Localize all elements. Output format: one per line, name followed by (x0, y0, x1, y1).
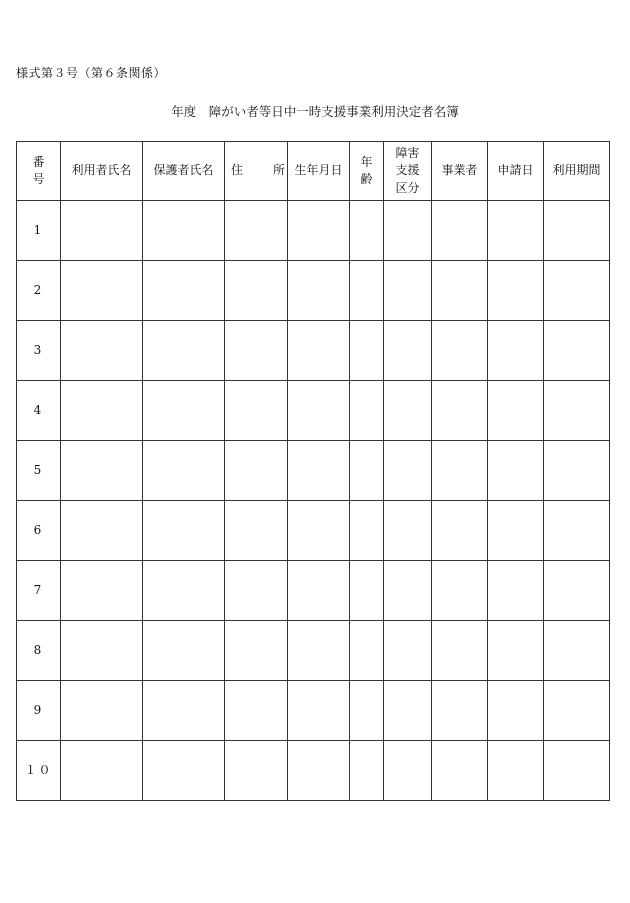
cell-support-level[interactable] (384, 501, 432, 561)
cell-address[interactable] (225, 741, 288, 801)
cell-user-name[interactable] (61, 381, 143, 441)
header-row (17, 142, 610, 201)
header-guardian-name: 保護者氏名 (143, 142, 225, 201)
cell-application-date[interactable] (488, 381, 544, 441)
cell-age[interactable] (350, 681, 384, 741)
cell-user-name[interactable] (61, 681, 143, 741)
cell-address[interactable] (225, 381, 288, 441)
cell-provider[interactable] (432, 441, 488, 501)
cell-guardian-name[interactable] (143, 201, 225, 261)
cell-provider[interactable] (432, 261, 488, 321)
cell-address[interactable] (225, 201, 288, 261)
cell-age[interactable] (350, 561, 384, 621)
cell-usage-period[interactable] (544, 441, 610, 501)
cell-user-name[interactable] (61, 261, 143, 321)
cell-age[interactable] (350, 741, 384, 801)
cell-address[interactable] (225, 441, 288, 501)
cell-age[interactable] (350, 621, 384, 681)
cell-user-name[interactable] (61, 321, 143, 381)
cell-birth-date[interactable] (288, 321, 350, 381)
table-row (17, 381, 610, 441)
cell-guardian-name[interactable] (143, 741, 225, 801)
cell-usage-period[interactable] (544, 261, 610, 321)
cell-user-name[interactable] (61, 441, 143, 501)
cell-age[interactable] (350, 321, 384, 381)
row-number: 5 (17, 441, 61, 501)
header-age-line2: 齢 (360, 172, 373, 186)
cell-usage-period[interactable] (544, 681, 610, 741)
cell-application-date[interactable] (488, 621, 544, 681)
cell-birth-date[interactable] (288, 441, 350, 501)
cell-birth-date[interactable] (288, 261, 350, 321)
cell-birth-date[interactable] (288, 681, 350, 741)
cell-usage-period[interactable] (544, 501, 610, 561)
cell-birth-date[interactable] (288, 621, 350, 681)
header-address-char2: 所 (272, 163, 285, 178)
cell-guardian-name[interactable] (143, 381, 225, 441)
cell-birth-date[interactable] (288, 201, 350, 261)
header-age-line1: 年 (360, 154, 373, 169)
cell-provider[interactable] (432, 681, 488, 741)
cell-usage-period[interactable] (544, 321, 610, 381)
header-support-level-line1: 障害 (395, 145, 420, 160)
table-row (17, 201, 610, 261)
cell-age[interactable] (350, 201, 384, 261)
cell-support-level[interactable] (384, 381, 432, 441)
row-number: 9 (17, 681, 61, 741)
cell-usage-period[interactable] (544, 621, 610, 681)
table-row (17, 441, 610, 501)
row-number: １０ (17, 741, 61, 801)
header-usage-period: 利用期間 (544, 142, 610, 201)
cell-birth-date[interactable] (288, 741, 350, 801)
header-address (225, 142, 288, 201)
cell-provider[interactable] (432, 381, 488, 441)
cell-support-level[interactable] (384, 321, 432, 381)
cell-age[interactable] (350, 441, 384, 501)
cell-age[interactable] (350, 501, 384, 561)
cell-support-level[interactable] (384, 261, 432, 321)
table-row (17, 741, 610, 801)
cell-address[interactable] (225, 261, 288, 321)
cell-support-level[interactable] (384, 561, 432, 621)
cell-address[interactable] (225, 501, 288, 561)
cell-guardian-name[interactable] (143, 561, 225, 621)
table-row (17, 681, 610, 741)
cell-user-name[interactable] (61, 201, 143, 261)
header-number-line1: 番 (32, 154, 45, 169)
row-number: 7 (17, 561, 61, 621)
header-address-char1: 住 (231, 163, 244, 178)
cell-guardian-name[interactable] (143, 501, 225, 561)
header-age (350, 142, 384, 201)
form-number: 様式第３号（第６条関係） (16, 66, 167, 80)
header-provider: 事業者 (432, 142, 488, 201)
header-birth-date: 生年月日 (288, 142, 350, 201)
table-row (17, 261, 610, 321)
cell-address[interactable] (225, 681, 288, 741)
header-support-level (384, 142, 432, 201)
cell-guardian-name[interactable] (143, 681, 225, 741)
cell-application-date[interactable] (488, 561, 544, 621)
document-title: 年度 障がい者等日中一時支援事業利用決定者名簿 (171, 104, 459, 119)
table-row (17, 561, 610, 621)
cell-application-date[interactable] (488, 441, 544, 501)
cell-support-level[interactable] (384, 621, 432, 681)
cell-age[interactable] (350, 261, 384, 321)
header-number (17, 142, 61, 201)
cell-user-name[interactable] (61, 561, 143, 621)
header-support-level-line3: 区分 (395, 180, 420, 195)
cell-birth-date[interactable] (288, 561, 350, 621)
row-number: 2 (17, 261, 61, 321)
cell-address[interactable] (225, 621, 288, 681)
row-number: 3 (17, 321, 61, 381)
cell-provider[interactable] (432, 621, 488, 681)
cell-birth-date[interactable] (288, 501, 350, 561)
cell-address[interactable] (225, 561, 288, 621)
cell-application-date[interactable] (488, 741, 544, 801)
cell-guardian-name[interactable] (143, 321, 225, 381)
cell-application-date[interactable] (488, 501, 544, 561)
cell-provider[interactable] (432, 741, 488, 801)
header-support-level-line2: 支援 (395, 163, 420, 178)
cell-address[interactable] (225, 321, 288, 381)
cell-usage-period[interactable] (544, 381, 610, 441)
cell-user-name[interactable] (61, 741, 143, 801)
cell-usage-period[interactable] (544, 741, 610, 801)
roster-table (16, 141, 610, 801)
cell-provider[interactable] (432, 201, 488, 261)
table-row (17, 621, 610, 681)
header-number-line2: 号 (32, 172, 45, 186)
cell-guardian-name[interactable] (143, 441, 225, 501)
cell-usage-period[interactable] (544, 201, 610, 261)
header-user-name: 利用者氏名 (61, 142, 143, 201)
cell-support-level[interactable] (384, 741, 432, 801)
row-number: 1 (17, 201, 61, 261)
cell-guardian-name[interactable] (143, 621, 225, 681)
table-row (17, 501, 610, 561)
cell-provider[interactable] (432, 321, 488, 381)
cell-application-date[interactable] (488, 321, 544, 381)
cell-user-name[interactable] (61, 621, 143, 681)
table-row (17, 321, 610, 381)
cell-usage-period[interactable] (544, 561, 610, 621)
cell-support-level[interactable] (384, 201, 432, 261)
row-number: 4 (17, 381, 61, 441)
cell-support-level[interactable] (384, 681, 432, 741)
cell-guardian-name[interactable] (143, 261, 225, 321)
cell-support-level[interactable] (384, 441, 432, 501)
cell-user-name[interactable] (61, 501, 143, 561)
cell-application-date[interactable] (488, 261, 544, 321)
header-application-date: 申請日 (488, 142, 544, 201)
cell-provider[interactable] (432, 501, 488, 561)
cell-age[interactable] (350, 381, 384, 441)
row-number: 8 (17, 621, 61, 681)
row-number: 6 (17, 501, 61, 561)
cell-application-date[interactable] (488, 201, 544, 261)
cell-application-date[interactable] (488, 681, 544, 741)
cell-birth-date[interactable] (288, 381, 350, 441)
cell-provider[interactable] (432, 561, 488, 621)
